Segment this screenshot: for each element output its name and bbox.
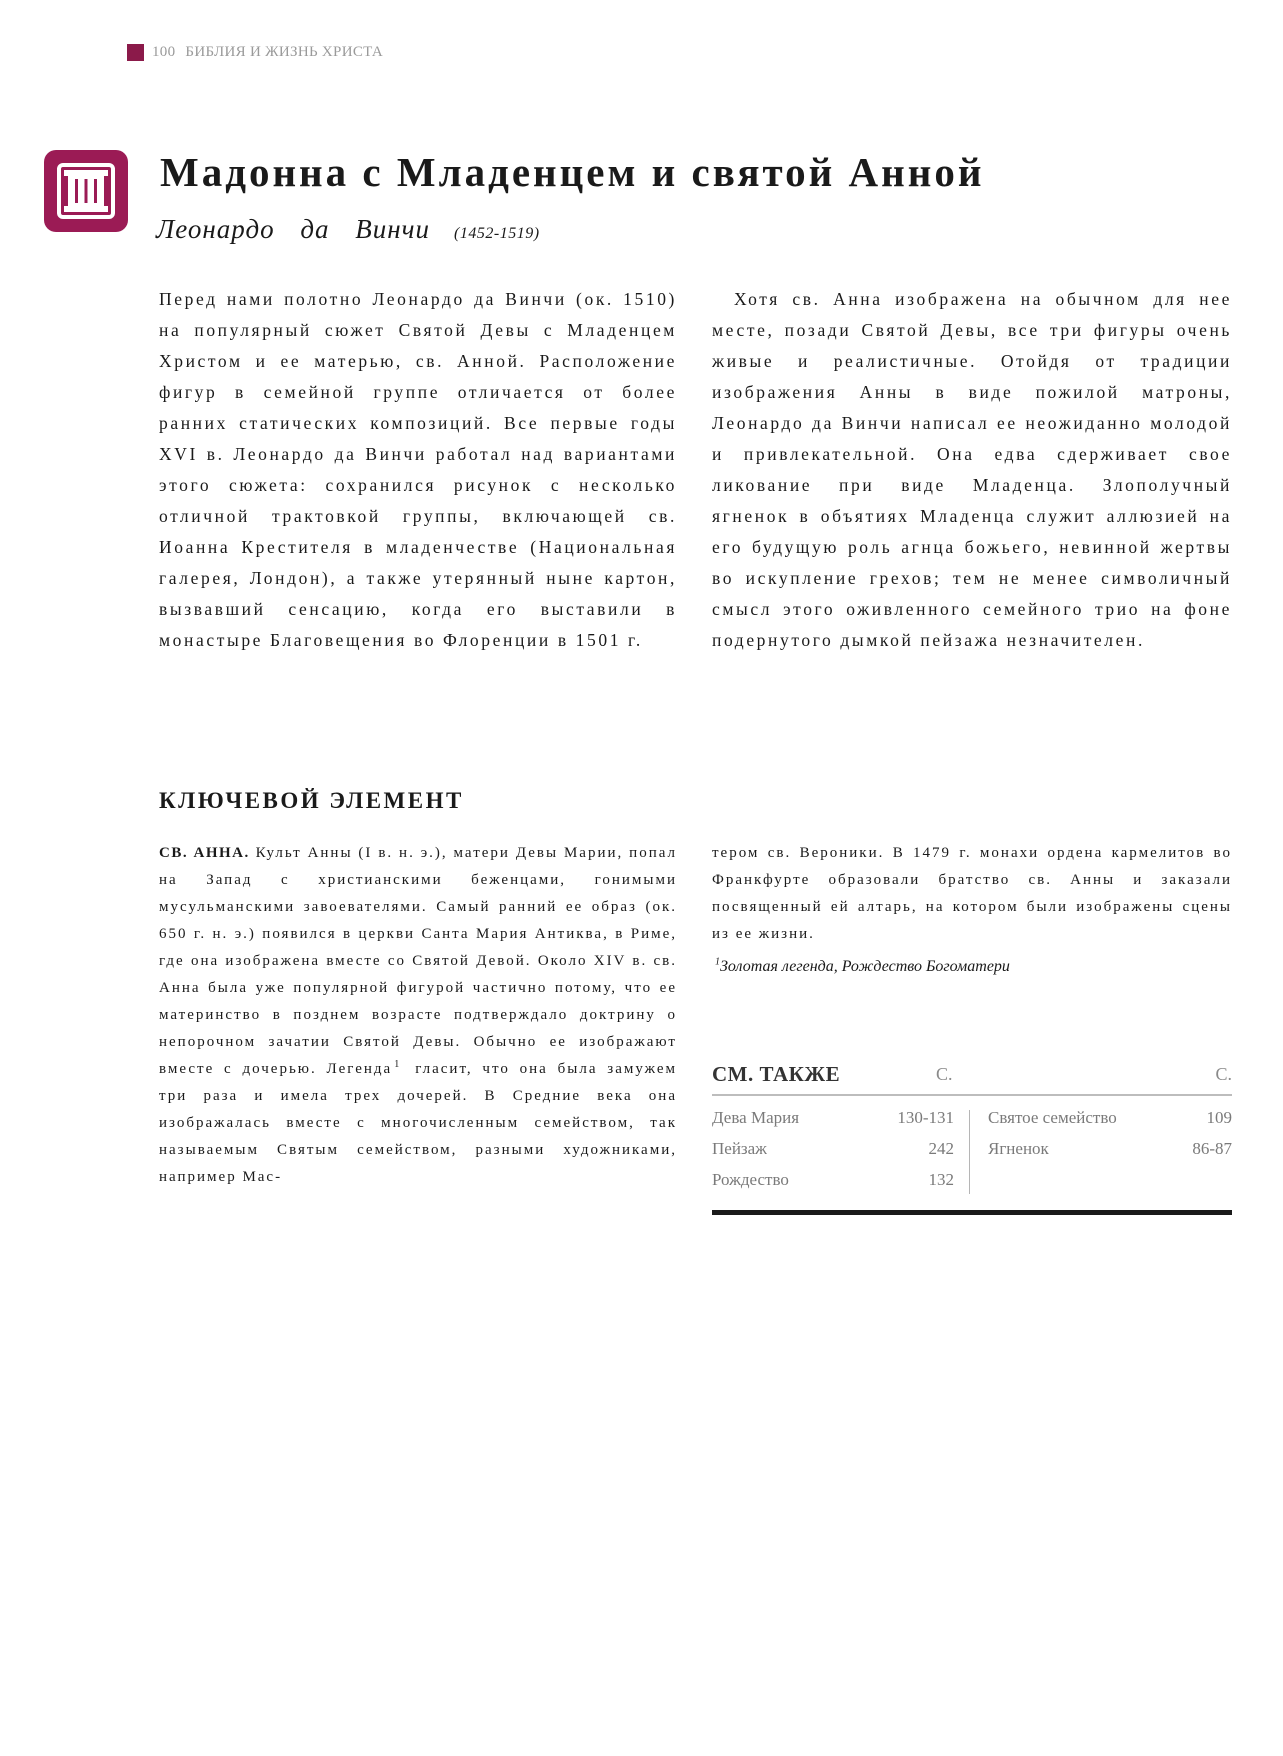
header-marker	[127, 44, 144, 61]
scroll-icon	[44, 150, 128, 232]
see-also-page: 130-131	[897, 1108, 954, 1127]
key-element-text-continued: гласит, что она была замужем три раза и имела трех дочерей. В Средние века она изображалась вместе с многочисленным семейством, так называемым Святым семейством, разными художниками, например Мас-	[159, 1061, 677, 1185]
intro-right-column: Хотя св. Анна изображена на обычном для нее месте, позади Святой Девы, все три фигуры очень живые и реалистичные. Отойдя от традиции изображения Анны в виде пожилой матроны, Леонардо да Винчи написал ее неожиданно молодой и привлекательной. Она едва сдерживает свое ликование при виде Младенца. Злополучный ягненок в объятиях Младенца служит аллюзией на его будущую роль агнца божьего, невинной жертвы во искупление грехов; тем не менее символичный смысл этого оживленного семейного трио на фоне подернутого дымкой пейзажа незначителен.	[712, 289, 1232, 650]
see-also-item[interactable]	[712, 1139, 954, 1170]
key-element-heading: КЛЮЧЕВОЙ ЭЛЕМЕНТ	[159, 788, 464, 813]
artwork-title: Мадонна с Младенцем и святой Анной	[160, 149, 985, 195]
see-also-page: 109	[1206, 1108, 1232, 1127]
see-also-list	[712, 1096, 1232, 1215]
see-also-right-list	[988, 1108, 1232, 1170]
footnote-mark: 1	[715, 956, 720, 968]
see-also-label: Пейзаж	[712, 1139, 767, 1158]
footnote-text: Золотая легенда, Рождество Богоматери	[720, 958, 1010, 975]
artist-dates: (1452-1519)	[454, 225, 540, 242]
see-also-label: Рождество	[712, 1170, 789, 1189]
page-column-label: С.	[1215, 1064, 1232, 1084]
running-header	[127, 42, 393, 62]
see-also-label: Святое семейство	[988, 1108, 1117, 1127]
see-also-page: 86-87	[1192, 1139, 1232, 1158]
footnote	[715, 958, 1010, 976]
key-element-lead: СВ. АННА.	[159, 845, 250, 861]
artist-name: Леонардо да Винчи	[156, 214, 431, 244]
category-badge	[44, 150, 128, 232]
see-also-label: Ягненок	[988, 1139, 1049, 1158]
see-also-item[interactable]	[988, 1108, 1232, 1139]
see-also-left-list	[712, 1108, 954, 1201]
intro-left-column: Перед нами полотно Леонардо да Винчи (ок. 1510) на популярный сюжет Святой Девы с Младенцем Христом и ее матерью, св. Анной. Расположение фигур в семейной группе отличается от более ранних статических композиций. Все первые годы XVI в. Леонардо да Винчи работал над вариантами этого сюжета: сохранился рисунок с несколько отличной трактовкой группы, включающей св. Иоанна Крестителя в младенчестве (Национальная галерея, Лондон), а также утерянный ныне картон, вызвавший сенсацию, когда его выставили в монастыре Благовещения во Флоренции в 1501 г.	[159, 289, 677, 650]
see-also-page: 132	[928, 1170, 954, 1189]
page-number: 100	[152, 43, 176, 60]
footnote-reference: 1	[394, 1059, 402, 1070]
key-element-right-column: тером св. Вероники. В 1479 г. монахи ордена кармелитов во Франкфурте образовали братство св. Анны и заказали посвященный ей алтарь, на котором были изображены сцены из ее жизни.	[712, 845, 1232, 942]
see-also-title: СМ. ТАКЖЕ	[712, 1062, 841, 1086]
key-element-left-column	[159, 840, 677, 1191]
see-also-item[interactable]	[988, 1139, 1232, 1170]
see-also-page: 242	[928, 1139, 954, 1158]
see-also-item[interactable]	[712, 1108, 954, 1139]
see-also-box	[712, 1058, 1232, 1215]
artist-line	[156, 214, 540, 245]
key-element-text: Культ Анны (I в. н. э.), матери Девы Марии, попал на Запад с христианскими беженцами, гонимыми мусульманскими завоевателями. Самый ранний ее образ (ок. 650 г. н. э.) появился в церкви Санта Мария Антиква, в Риме, где она изображена вместе со Святой Девой. Около XIV в. св. Анна была уже популярной фигурой частично потому, что ее материнство в позднем возрасте подтверждало доктрину о непорочном зачатии Святой Девы. Обычно ее изображают вместе с дочерью. Легенда	[159, 845, 677, 1077]
see-also-item[interactable]	[712, 1170, 954, 1201]
page-column-label: С.	[936, 1064, 953, 1084]
section-title: БИБЛИЯ И ЖИЗНЬ ХРИСТА	[185, 43, 383, 60]
see-also-label: Дева Мария	[712, 1108, 800, 1127]
see-also-header	[712, 1058, 1232, 1096]
see-also-divider	[969, 1110, 970, 1194]
